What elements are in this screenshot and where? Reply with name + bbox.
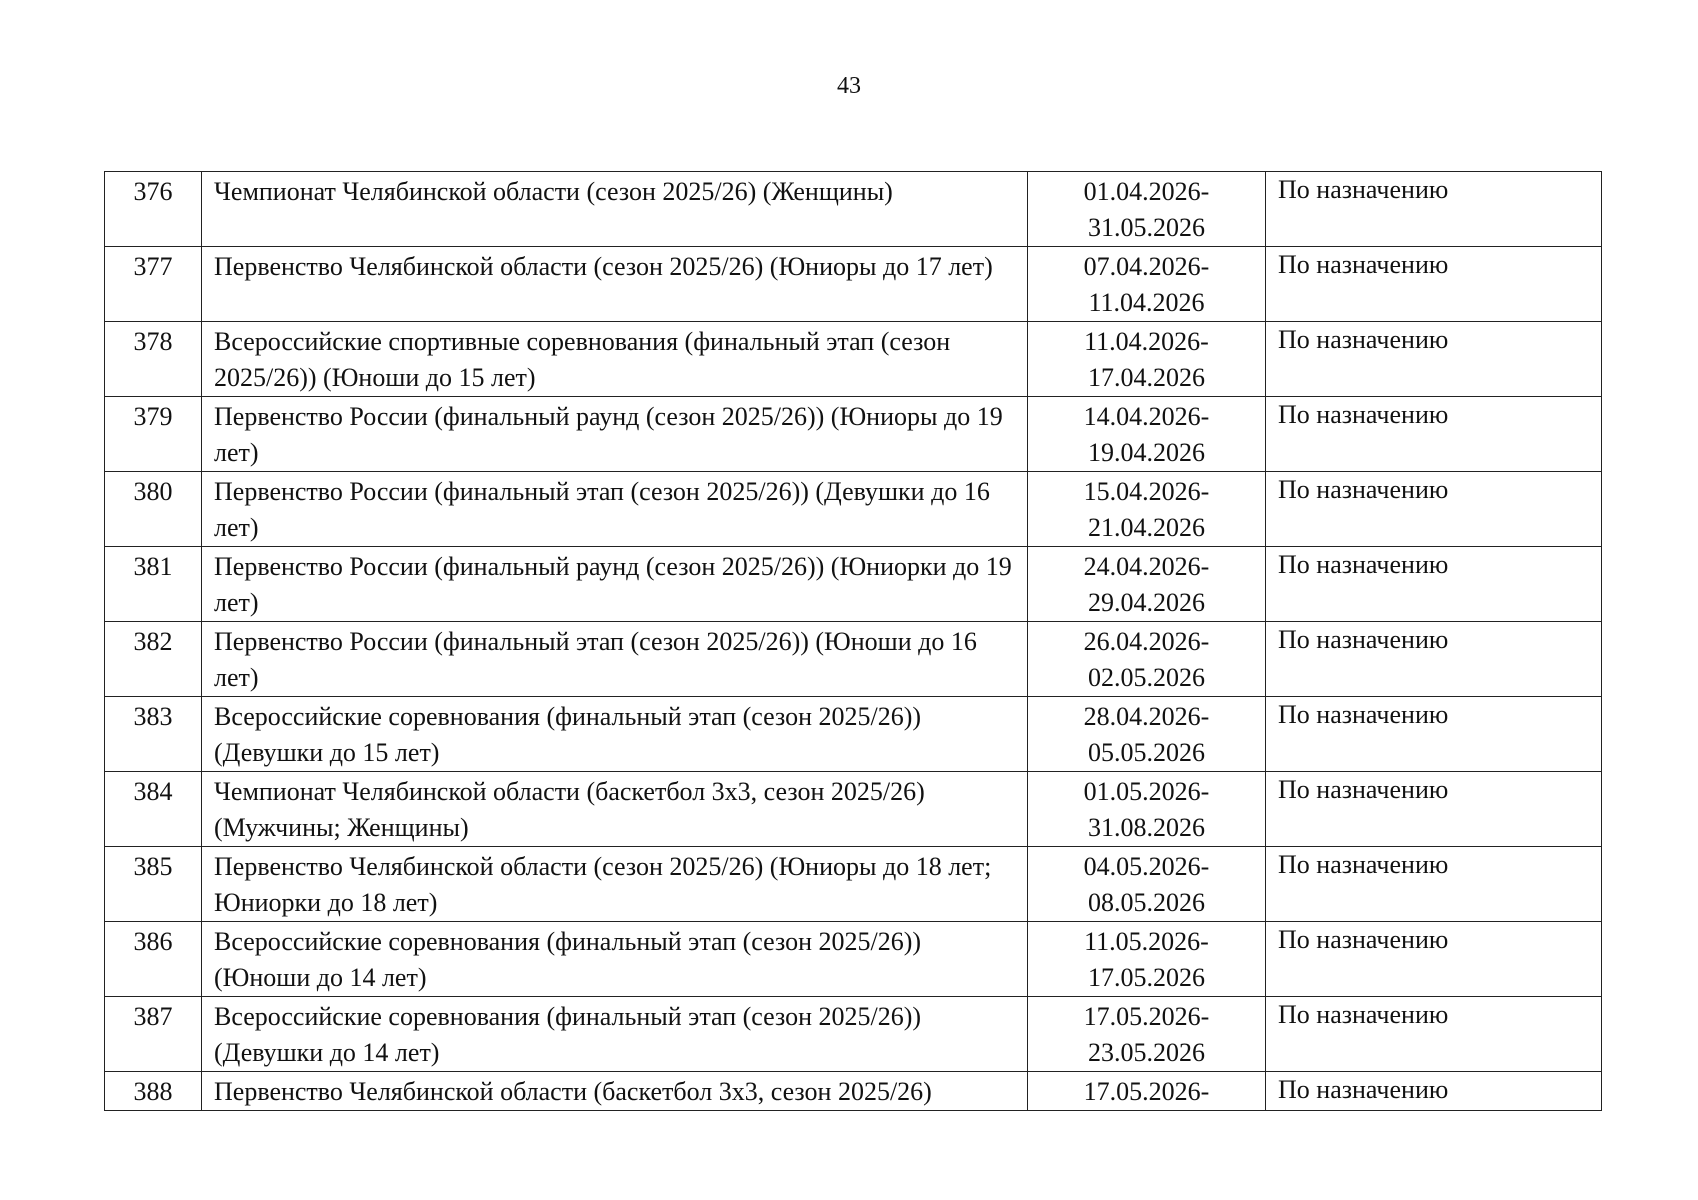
event-dates xyxy=(1028,772,1266,847)
event-place: По назначению xyxy=(1266,622,1602,697)
date-start: 07.04.2026- xyxy=(1083,252,1210,281)
row-number: 377 xyxy=(105,247,202,322)
event-name: Первенство России (финальный раунд (сезон 2025/26)) (Юниорки до 19 лет) xyxy=(202,547,1028,622)
event-place: По назначению xyxy=(1266,247,1602,322)
date-end: 31.08.2026 xyxy=(1088,813,1205,842)
date-start: 04.05.2026- xyxy=(1083,852,1210,881)
event-place: По назначению xyxy=(1266,322,1602,397)
event-dates xyxy=(1028,397,1266,472)
table-row xyxy=(105,172,1602,247)
event-place: По назначению xyxy=(1266,997,1602,1072)
table-row xyxy=(105,247,1602,322)
event-name: Всероссийские соревнования (финальный этап (сезон 2025/26)) (Девушки до 15 лет) xyxy=(202,697,1028,772)
event-name: Первенство России (финальный этап (сезон 2025/26)) (Юноши до 16 лет) xyxy=(202,622,1028,697)
date-start: 28.04.2026- xyxy=(1083,702,1210,731)
table-row xyxy=(105,322,1602,397)
event-dates xyxy=(1028,997,1266,1072)
events-table xyxy=(104,171,1602,1111)
date-start: 26.04.2026- xyxy=(1083,627,1210,656)
event-place: По назначению xyxy=(1266,847,1602,922)
event-dates xyxy=(1028,697,1266,772)
date-start: 01.04.2026- xyxy=(1083,177,1210,206)
date-start: 24.04.2026- xyxy=(1083,552,1210,581)
row-number: 383 xyxy=(105,697,202,772)
table-row xyxy=(105,997,1602,1072)
event-place: По назначению xyxy=(1266,547,1602,622)
date-end: 19.04.2026 xyxy=(1088,438,1205,467)
row-number: 378 xyxy=(105,322,202,397)
date-start: 17.05.2026- xyxy=(1083,1077,1210,1106)
event-place: По назначению xyxy=(1266,172,1602,247)
date-end: 23.05.2026 xyxy=(1088,1038,1205,1067)
event-place: По назначению xyxy=(1266,397,1602,472)
table-row xyxy=(105,547,1602,622)
row-number: 385 xyxy=(105,847,202,922)
event-dates xyxy=(1028,172,1266,247)
event-name: Чемпионат Челябинской области (баскетбол 3х3, сезон 2025/26) (Мужчины; Женщины) xyxy=(202,772,1028,847)
date-start: 11.05.2026- xyxy=(1084,927,1209,956)
date-end: 11.04.2026 xyxy=(1088,288,1205,317)
event-name: Первенство Челябинской области (сезон 2025/26) (Юниоры до 18 лет; Юниорки до 18 лет) xyxy=(202,847,1028,922)
date-end: 31.05.2026 xyxy=(1088,213,1205,242)
date-end: 02.05.2026 xyxy=(1088,663,1205,692)
date-end: 17.04.2026 xyxy=(1088,363,1205,392)
event-dates xyxy=(1028,247,1266,322)
row-number: 379 xyxy=(105,397,202,472)
table-row xyxy=(105,472,1602,547)
table-row xyxy=(105,1072,1602,1111)
date-end: 05.05.2026 xyxy=(1088,738,1205,767)
date-end: 29.04.2026 xyxy=(1088,588,1205,617)
event-name: Всероссийские спортивные соревнования (финальный этап (сезон 2025/26)) (Юноши до 15 лет) xyxy=(202,322,1028,397)
event-place: По назначению xyxy=(1266,1072,1602,1111)
date-start: 15.04.2026- xyxy=(1083,477,1210,506)
event-dates xyxy=(1028,472,1266,547)
date-end: 08.05.2026 xyxy=(1088,888,1205,917)
table-row xyxy=(105,397,1602,472)
row-number: 387 xyxy=(105,997,202,1072)
row-number: 380 xyxy=(105,472,202,547)
row-number: 381 xyxy=(105,547,202,622)
event-place: По назначению xyxy=(1266,697,1602,772)
row-number: 388 xyxy=(105,1072,202,1111)
table-row xyxy=(105,922,1602,997)
table-row xyxy=(105,772,1602,847)
table-row xyxy=(105,697,1602,772)
event-dates xyxy=(1028,322,1266,397)
event-place: По назначению xyxy=(1266,922,1602,997)
date-end: 21.04.2026 xyxy=(1088,513,1205,542)
row-number: 382 xyxy=(105,622,202,697)
event-name: Чемпионат Челябинской области (сезон 2025/26) (Женщины) xyxy=(202,172,1028,247)
date-start: 17.05.2026- xyxy=(1083,1002,1210,1031)
row-number: 376 xyxy=(105,172,202,247)
table-row xyxy=(105,847,1602,922)
event-place: По назначению xyxy=(1266,772,1602,847)
event-dates xyxy=(1028,622,1266,697)
event-name: Первенство Челябинской области (сезон 2025/26) (Юниоры до 17 лет) xyxy=(202,247,1028,322)
row-number: 384 xyxy=(105,772,202,847)
event-dates xyxy=(1028,547,1266,622)
page-number: 43 xyxy=(837,73,861,99)
date-end: 17.05.2026 xyxy=(1088,963,1205,992)
row-number: 386 xyxy=(105,922,202,997)
event-dates xyxy=(1028,922,1266,997)
event-name: Первенство России (финальный этап (сезон 2025/26)) (Девушки до 16 лет) xyxy=(202,472,1028,547)
date-start: 11.04.2026- xyxy=(1084,327,1209,356)
event-name: Всероссийские соревнования (финальный этап (сезон 2025/26)) (Юноши до 14 лет) xyxy=(202,922,1028,997)
event-place: По назначению xyxy=(1266,472,1602,547)
event-name: Первенство Челябинской области (баскетбол 3х3, сезон 2025/26) xyxy=(202,1072,1028,1111)
event-name: Первенство России (финальный раунд (сезон 2025/26)) (Юниоры до 19 лет) xyxy=(202,397,1028,472)
date-start: 01.05.2026- xyxy=(1083,777,1210,806)
event-name: Всероссийские соревнования (финальный этап (сезон 2025/26)) (Девушки до 14 лет) xyxy=(202,997,1028,1072)
date-start: 14.04.2026- xyxy=(1083,402,1210,431)
event-dates xyxy=(1028,847,1266,922)
table-row xyxy=(105,622,1602,697)
event-dates xyxy=(1028,1072,1266,1111)
